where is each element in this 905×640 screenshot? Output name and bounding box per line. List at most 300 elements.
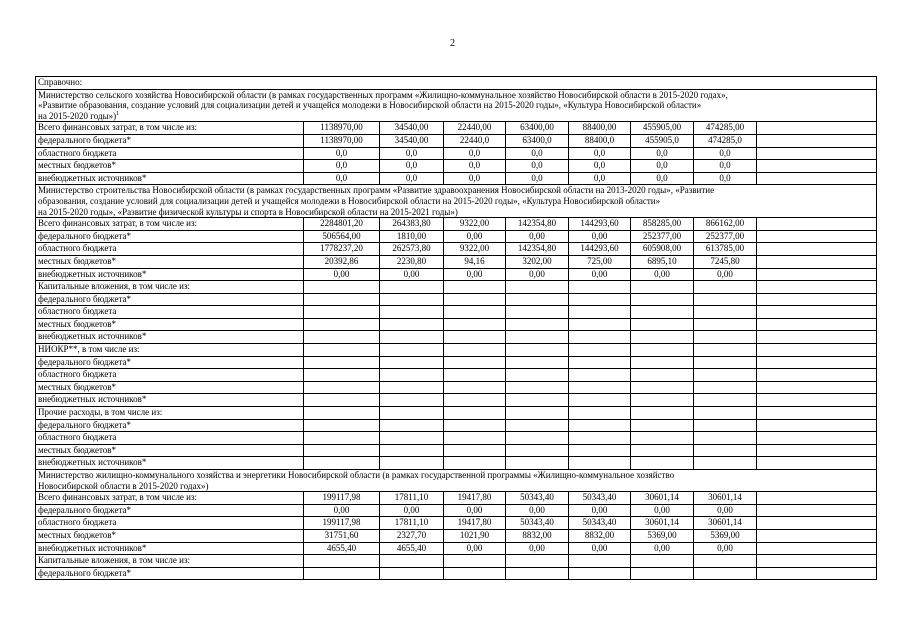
value-cell (380, 369, 444, 382)
value-cell (757, 134, 877, 147)
value-cell: 0,00 (569, 230, 631, 243)
value-cell (304, 344, 380, 357)
value-cell (631, 293, 694, 306)
value-cell (631, 356, 694, 369)
value-cell (506, 407, 569, 420)
value-cell (380, 394, 444, 407)
value-cell: 142354,80 (506, 218, 569, 231)
value-cell (444, 369, 506, 382)
table-row (36, 381, 877, 394)
reference-label: Справочно: (36, 77, 877, 90)
value-cell: 0,00 (569, 268, 631, 281)
value-cell: 0,0 (506, 147, 569, 160)
value-cell (569, 318, 631, 331)
value-cell: 7245,80 (694, 255, 757, 268)
value-cell (757, 147, 877, 160)
section-header-line: Министерство сельского хозяйства Новосибирской области (в рамках государственных программ «Жилищно-коммунальное хозяйство Новосибирской области в 2015-2020 годах», (38, 89, 728, 100)
value-cell: 0,00 (444, 268, 506, 281)
table-row (36, 344, 877, 357)
table-row (36, 318, 877, 331)
value-cell (304, 381, 380, 394)
value-cell: 605908,00 (631, 243, 694, 256)
value-cell (757, 432, 877, 445)
value-cell (506, 356, 569, 369)
value-cell (444, 432, 506, 445)
value-cell: 50343,40 (569, 492, 631, 505)
value-cell (569, 306, 631, 319)
value-cell: 5369,00 (631, 529, 694, 542)
table-row (36, 517, 877, 530)
row-label: местных бюджетов* (36, 381, 304, 394)
section-header-line: Министерство строительства Новосибирской области (в рамках государственных программ «Развитие здравоохранения Новосибирской области на 2013-2020 годы», «Развитие (38, 185, 715, 196)
value-cell (380, 381, 444, 394)
value-cell: 455905,0 (631, 134, 694, 147)
value-cell: 0,00 (631, 542, 694, 555)
table-row (36, 230, 877, 243)
value-cell (694, 318, 757, 331)
value-cell (694, 555, 757, 568)
value-cell: 5369,00 (694, 529, 757, 542)
table-row (36, 492, 877, 505)
value-cell (631, 432, 694, 445)
row-label: областного бюджета (36, 306, 304, 319)
table-row (36, 147, 877, 160)
value-cell (380, 457, 444, 470)
row-label: местных бюджетов* (36, 255, 304, 268)
value-cell: 0,00 (444, 542, 506, 555)
value-cell: 0,0 (569, 147, 631, 160)
value-cell: 1021,90 (444, 529, 506, 542)
value-cell: 613785,00 (694, 243, 757, 256)
value-cell (694, 407, 757, 420)
table-row (36, 134, 877, 147)
row-label: Всего финансовых затрат, в том числе из: (36, 122, 304, 135)
value-cell: 0,0 (569, 172, 631, 185)
value-cell (757, 504, 877, 517)
value-cell: 50343,40 (506, 492, 569, 505)
value-cell: 0,0 (631, 160, 694, 173)
value-cell (569, 356, 631, 369)
value-cell (506, 281, 569, 294)
value-cell (506, 369, 569, 382)
value-cell: 0,00 (631, 268, 694, 281)
value-cell (506, 457, 569, 470)
value-cell (631, 457, 694, 470)
value-cell: 144293,60 (569, 218, 631, 231)
value-cell: 88400,00 (569, 122, 631, 135)
table-row (36, 218, 877, 231)
value-cell: 19417,80 (444, 492, 506, 505)
table-row (36, 567, 877, 580)
value-cell (444, 419, 506, 432)
value-cell (757, 268, 877, 281)
value-cell (757, 492, 877, 505)
value-cell (694, 444, 757, 457)
value-cell (444, 293, 506, 306)
value-cell (569, 344, 631, 357)
value-cell: 6895,10 (631, 255, 694, 268)
section-header-row (36, 470, 877, 492)
value-cell (631, 344, 694, 357)
value-cell (569, 281, 631, 294)
value-cell (506, 432, 569, 445)
value-cell: 0,0 (380, 147, 444, 160)
value-cell (569, 369, 631, 382)
value-cell (757, 306, 877, 319)
table-row (36, 542, 877, 555)
value-cell (694, 419, 757, 432)
section-header-row (36, 185, 877, 218)
table-row (36, 444, 877, 457)
value-cell (380, 293, 444, 306)
value-cell: 34540,00 (380, 122, 444, 135)
value-cell (694, 457, 757, 470)
section-header-line: Министерство жилищно-коммунального хозяйства и энергетики Новосибирской области (в рамках государственной программы «Жилищно-коммунальное хозяйство (38, 470, 675, 480)
value-cell: 2327,70 (380, 529, 444, 542)
table-row (36, 555, 877, 568)
value-cell: 1138970,00 (304, 134, 380, 147)
value-cell (631, 369, 694, 382)
row-label: областного бюджета (36, 432, 304, 445)
value-cell: 0,0 (631, 147, 694, 160)
value-cell: 264383,80 (380, 218, 444, 231)
table-row (36, 293, 877, 306)
value-cell: 0,00 (506, 230, 569, 243)
value-cell (304, 457, 380, 470)
value-cell: 0,0 (304, 147, 380, 160)
value-cell (694, 369, 757, 382)
value-cell: 0,0 (506, 172, 569, 185)
value-cell (569, 555, 631, 568)
value-cell (569, 293, 631, 306)
value-cell (569, 419, 631, 432)
row-label: федерального бюджета* (36, 134, 304, 147)
value-cell: 0,00 (694, 268, 757, 281)
value-cell (757, 172, 877, 185)
value-cell: 262573,80 (380, 243, 444, 256)
table-row (36, 457, 877, 470)
value-cell: 506564,00 (304, 230, 380, 243)
row-label: внебюджетных источников* (36, 172, 304, 185)
table-row (36, 172, 877, 185)
row-label: федерального бюджета* (36, 293, 304, 306)
value-cell: 0,00 (569, 504, 631, 517)
value-cell (444, 281, 506, 294)
value-cell (380, 432, 444, 445)
value-cell: 866162,00 (694, 218, 757, 231)
value-cell: 474285,00 (694, 122, 757, 135)
value-cell: 20392,86 (304, 255, 380, 268)
value-cell: 9322,00 (444, 243, 506, 256)
value-cell (380, 318, 444, 331)
value-cell (757, 407, 877, 420)
value-cell (569, 457, 631, 470)
value-cell (444, 567, 506, 580)
value-cell (757, 394, 877, 407)
value-cell (304, 394, 380, 407)
row-label: внебюджетных источников* (36, 331, 304, 344)
value-cell (506, 381, 569, 394)
value-cell (694, 432, 757, 445)
value-cell: 0,0 (569, 160, 631, 173)
value-cell (569, 381, 631, 394)
value-cell (444, 318, 506, 331)
value-cell (757, 281, 877, 294)
value-cell (444, 407, 506, 420)
value-cell: 0,0 (694, 172, 757, 185)
value-cell (380, 306, 444, 319)
value-cell (631, 444, 694, 457)
row-label: федерального бюджета* (36, 567, 304, 580)
value-cell (757, 517, 877, 530)
value-cell: 50343,40 (506, 517, 569, 530)
value-cell (506, 444, 569, 457)
value-cell: 144293,60 (569, 243, 631, 256)
value-cell: 4655,40 (304, 542, 380, 555)
row-label: внебюджетных источников* (36, 394, 304, 407)
value-cell: 30601,14 (631, 517, 694, 530)
row-label: внебюджетных источников* (36, 457, 304, 470)
value-cell: 19417,80 (444, 517, 506, 530)
table-row (36, 160, 877, 173)
value-cell (631, 318, 694, 331)
table-row (36, 243, 877, 256)
value-cell (506, 306, 569, 319)
section-header-line: на 2015-2020 годы», «Развитие физической культуры и спорта в Новосибирской области на 2015-2021 годы») (38, 206, 458, 217)
value-cell (757, 243, 877, 256)
table-row (36, 529, 877, 542)
value-cell (757, 160, 877, 173)
value-cell: 1810,00 (380, 230, 444, 243)
value-cell (757, 369, 877, 382)
value-cell: 0,0 (380, 160, 444, 173)
value-cell: 858285,00 (631, 218, 694, 231)
value-cell: 0,0 (506, 160, 569, 173)
value-cell (380, 567, 444, 580)
value-cell (506, 344, 569, 357)
value-cell (757, 529, 877, 542)
value-cell (631, 407, 694, 420)
value-cell: 34540,00 (380, 134, 444, 147)
value-cell (304, 407, 380, 420)
table-row (36, 419, 877, 432)
value-cell: 30601,14 (694, 492, 757, 505)
value-cell (380, 444, 444, 457)
table-row (36, 255, 877, 268)
value-cell (757, 419, 877, 432)
row-label: местных бюджетов* (36, 160, 304, 173)
value-cell (694, 331, 757, 344)
row-label: областного бюджета (36, 243, 304, 256)
value-cell: 63400,00 (506, 122, 569, 135)
value-cell (380, 419, 444, 432)
value-cell (380, 281, 444, 294)
value-cell: 0,0 (694, 147, 757, 160)
value-cell: 0,00 (506, 268, 569, 281)
value-cell (304, 281, 380, 294)
value-cell (694, 306, 757, 319)
value-cell (304, 356, 380, 369)
row-label: местных бюджетов* (36, 529, 304, 542)
value-cell (304, 331, 380, 344)
value-cell: 0,0 (304, 172, 380, 185)
value-cell: 0,00 (444, 504, 506, 517)
value-cell: 0,0 (444, 160, 506, 173)
value-cell (757, 356, 877, 369)
value-cell (757, 122, 877, 135)
value-cell (506, 567, 569, 580)
value-cell (304, 318, 380, 331)
section-header-line: на 2015-2020 годы») (38, 110, 117, 121)
value-cell (757, 457, 877, 470)
value-cell (757, 444, 877, 457)
value-cell: 142354,80 (506, 243, 569, 256)
value-cell: 0,0 (444, 147, 506, 160)
row-label: федерального бюджета* (36, 230, 304, 243)
value-cell (444, 457, 506, 470)
row-label: НИОКР**, в том числе из: (36, 344, 304, 357)
value-cell (631, 419, 694, 432)
value-cell (757, 381, 877, 394)
value-cell: 88400,0 (569, 134, 631, 147)
value-cell: 9322,00 (444, 218, 506, 231)
value-cell (757, 230, 877, 243)
value-cell: 199117,98 (304, 492, 380, 505)
value-cell (631, 381, 694, 394)
value-cell (631, 306, 694, 319)
row-label: федерального бюджета* (36, 356, 304, 369)
value-cell (304, 369, 380, 382)
page-number: 2 (450, 38, 455, 49)
value-cell: 30601,14 (631, 492, 694, 505)
value-cell: 1778237,20 (304, 243, 380, 256)
value-cell (506, 419, 569, 432)
value-cell (694, 293, 757, 306)
value-cell (569, 567, 631, 580)
value-cell (444, 555, 506, 568)
value-cell (304, 432, 380, 445)
value-cell (304, 306, 380, 319)
value-cell (304, 293, 380, 306)
value-cell (380, 344, 444, 357)
table-row (36, 369, 877, 382)
value-cell (444, 306, 506, 319)
value-cell (380, 407, 444, 420)
row-label: областного бюджета (36, 517, 304, 530)
row-label: местных бюджетов* (36, 444, 304, 457)
value-cell: 31751,60 (304, 529, 380, 542)
value-cell (569, 407, 631, 420)
value-cell (304, 444, 380, 457)
footnote-mark: 1 (116, 110, 120, 117)
table-row (36, 504, 877, 517)
value-cell (569, 331, 631, 344)
value-cell (757, 255, 877, 268)
value-cell (757, 218, 877, 231)
value-cell: 0,00 (694, 542, 757, 555)
value-cell (380, 356, 444, 369)
value-cell (694, 281, 757, 294)
row-label: Всего финансовых затрат, в том числе из: (36, 218, 304, 231)
table-row (36, 268, 877, 281)
row-label: областного бюджета (36, 369, 304, 382)
value-cell (694, 394, 757, 407)
value-cell: 474285,0 (694, 134, 757, 147)
value-cell (304, 419, 380, 432)
table-row (36, 432, 877, 445)
value-cell: 2230,80 (380, 255, 444, 268)
value-cell (757, 318, 877, 331)
table-row (36, 281, 877, 294)
value-cell: 94,16 (444, 255, 506, 268)
value-cell (444, 394, 506, 407)
table-row (36, 331, 877, 344)
value-cell: 199117,98 (304, 517, 380, 530)
table-row (36, 407, 877, 420)
value-cell (631, 331, 694, 344)
row-label: Всего финансовых затрат, в том числе из: (36, 492, 304, 505)
section-header (36, 89, 877, 122)
value-cell (694, 381, 757, 394)
value-cell: 4655,40 (380, 542, 444, 555)
value-cell (757, 331, 877, 344)
value-cell (569, 394, 631, 407)
value-cell: 17811,10 (380, 492, 444, 505)
value-cell: 455905,00 (631, 122, 694, 135)
value-cell: 63400,0 (506, 134, 569, 147)
value-cell (757, 542, 877, 555)
value-cell: 252377,00 (694, 230, 757, 243)
value-cell (304, 555, 380, 568)
value-cell (631, 394, 694, 407)
budget-table (35, 76, 877, 580)
value-cell (757, 293, 877, 306)
table-row (36, 394, 877, 407)
section-header (36, 470, 877, 492)
value-cell: 252377,00 (631, 230, 694, 243)
row-label: федерального бюджета* (36, 419, 304, 432)
value-cell (631, 281, 694, 294)
row-label: Капитальные вложения, в том числе из: (36, 555, 304, 568)
value-cell (757, 555, 877, 568)
section-header (36, 185, 877, 218)
reference-row (36, 77, 877, 90)
value-cell: 50343,40 (569, 517, 631, 530)
value-cell (506, 293, 569, 306)
value-cell (304, 567, 380, 580)
value-cell (631, 555, 694, 568)
value-cell: 0,0 (380, 172, 444, 185)
section-header-row (36, 89, 877, 122)
value-cell (569, 432, 631, 445)
value-cell: 8832,00 (569, 529, 631, 542)
value-cell: 0,00 (631, 504, 694, 517)
value-cell (444, 344, 506, 357)
value-cell: 0,00 (380, 504, 444, 517)
value-cell (444, 331, 506, 344)
value-cell: 0,00 (380, 268, 444, 281)
value-cell: 17811,10 (380, 517, 444, 530)
value-cell: 30601,14 (694, 517, 757, 530)
table-body (36, 77, 877, 580)
value-cell: 0,0 (694, 160, 757, 173)
row-label: внебюджетных источников* (36, 542, 304, 555)
section-header-line: образования, создание условий для социализации детей и учащейся молодежи в Новосибирской области на 2015-2020 годы», «Культура Новосибирской области» (38, 195, 661, 206)
value-cell (569, 444, 631, 457)
section-header-line: «Развитие образования, создание условий для социализации детей и учащейся молодежи в Новосибирской области на 2015-2020 годы», «Культура Новосибирской области» (38, 100, 702, 111)
value-cell (444, 356, 506, 369)
value-cell (757, 567, 877, 580)
